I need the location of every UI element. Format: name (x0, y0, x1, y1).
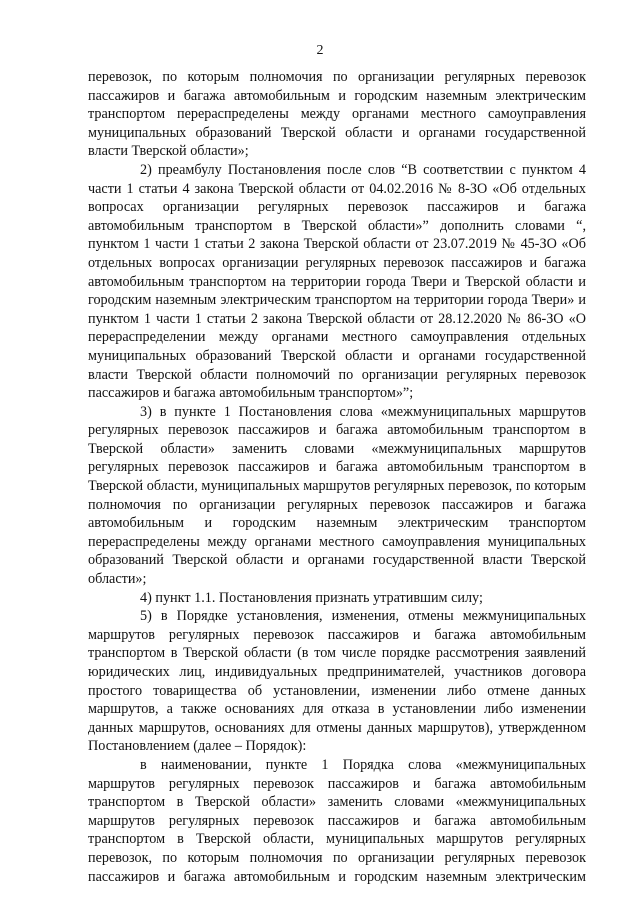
paragraph-subitem-naming: в наименовании, пункте 1 Порядка слова «межмуниципальных маршрутов регулярных перевозок пассажиров и багажа автомобильным транспортом в Тверской области» заменить словами «межмуниципальных маршрутов регулярных перевозок пассажиров и багажа автомобильным транспортом в Тверской области, муниципальных маршрутов регулярных перевозок, по которым полномочия по организации регулярных перевозок пассажиров и багажа автомобильным и городским наземным электрическим (88, 756, 586, 885)
document-body (88, 68, 586, 886)
paragraph-item-3: 3) в пункте 1 Постановления слова «межмуниципальных маршрутов регулярных перевозок пассажиров и багажа автомобильным транспортом в Тверской области» заменить словами «межмуниципальных маршрутов регулярных перевозок пассажиров и багажа автомобильным транспортом в Тверской области, муниципальных маршрутов регулярных перевозок, по которым полномочия по организации регулярных перевозок пассажиров и багажа автомобильным и городским наземным электрическим транспортом перераспределены между органами местного самоуправления муниципальных образований Тверской области и органами государственной власти Тверской области»; (88, 403, 586, 588)
page-number: 2 (316, 43, 324, 58)
paragraph-item-2: 2) преамбулу Постановления после слов “В соответствии с пунктом 4 части 1 статьи 4 закона Тверской области от 04.02.2016 № 8-ЗО «Об отдельных вопросах организации регулярных перевозок пассажиров и багажа автомобильным транспортом в Тверской области»” дополнить словами “, пунктом 1 части 1 статьи 2 закона Тверской области от 23.07.2019 № 45-ЗО «Об отдельных вопросах организации регулярных перевозок пассажиров и багажа автомобильным транспортом на территории города Твери и Тверской области и городским наземным электрическим транспортом на территории города Твери» и пунктом 1 части 1 статьи 2 закона Тверской области от 28.12.2020 № 86-ЗО «О перераспределении между органами местного самоуправления отдельных муниципальных образований Тверской области и органами государственной власти Тверской области полномочий по организации регулярных перевозок пассажиров и багажа автомобильным транспортом»”; (88, 161, 586, 402)
paragraph-item-5: 5) в Порядке установления, изменения, отмены межмуниципальных маршрутов регулярных перевозок пассажиров и багажа автомобильным транспортом в Тверской области (в том числе порядке рассмотрения заявлений юридических лиц, индивидуальных предпринимателей, участников договора простого товарищества об установлении, изменении либо отмене данных маршрутов, а также основаниях для отказа в установлении либо изменении данных маршрутов, основаниях для отмены данных маршрутов), утвержденном Постановлением (далее – Порядок): (88, 608, 586, 755)
paragraph-continuation: перевозок, по которым полномочия по организации регулярных перевозок пассажиров и багажа автомобильным и городским наземным электрическим транспортом перераспределены между органами местного самоуправления муниципальных образований Тверской области и органами государственной власти Тверской области»; (88, 69, 586, 160)
paragraph-item-4: 4) пункт 1.1. Постановления признать утратившим силу; (140, 589, 483, 606)
